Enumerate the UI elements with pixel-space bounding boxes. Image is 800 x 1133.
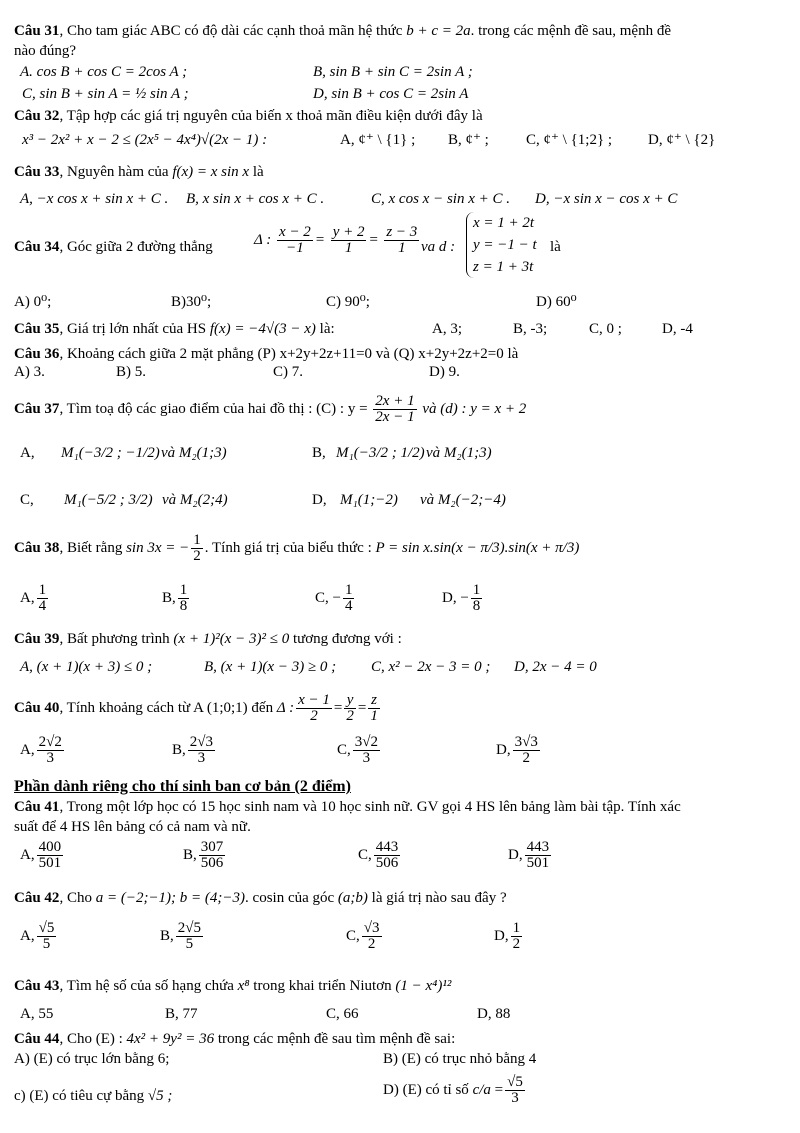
q36-option-d: D) 9. [429,364,460,380]
q34-frac1 [277,225,313,256]
q32-label: Câu 32 [14,108,60,124]
q43-term: x⁸ [237,978,250,994]
q32-text: , Tập hợp các giá trị nguyên của biến x thoả mãn điều kiện dưới đây là [59,108,483,124]
q34-option-b: B)30⁰; [171,294,212,310]
q42-stem [14,889,507,907]
q41-c-num: 443 [375,839,399,855]
q38-option-b [162,583,191,614]
q31-option-a: A. cos B + cos C = 2cos A ; [20,64,188,80]
q38-option-a-frac [37,583,49,614]
q40-b-num: 2√3 [189,734,213,750]
q44-option-d-frac [505,1075,525,1106]
q40-frac3 [368,693,380,724]
q35-tail: là: [315,321,335,337]
q37-option-c: C, [20,492,34,508]
q40-stem: Câu 40, Tính khoảng cách từ A (1;0;1) đến Δ : $\frac{x - 1}{2}$ = $\frac{y}{2}$ = $\frac{z}{1}$ [14,692,378,724]
q40-c-num: 3√2 [354,734,378,750]
q41-option-a-label: A, [20,846,35,863]
q44-text2: trong các mệnh đề sau tìm mệnh đề sai: [214,1031,456,1047]
q34-stem [14,238,213,256]
q44-text: , Cho (E) : [59,1031,127,1047]
q40-frac2-den: 2 [346,708,354,724]
q41-option-a-frac [37,840,64,871]
q35-stem [14,320,335,338]
q41-b-den: 506 [200,855,224,871]
q34-frac2-den: 1 [344,240,353,256]
q41-d-num: 443 [526,839,550,855]
q44-option-d-eq: = [494,1081,504,1098]
q38-option-d-label: D, − [442,589,469,606]
q41-option-b [183,840,227,871]
section-heading: Phần dành riêng cho thí sinh ban cơ bản (2 điểm) [14,778,351,795]
q44-option-d [383,1075,527,1106]
q34-eq2: y = −1 − t [473,237,537,253]
q34-frac1-den: −1 [286,240,304,256]
q42-option-a-frac [37,921,57,952]
q33-option-d: D, −x sin x − cos x + C [535,191,678,207]
q44-option-a: A) (E) có trục lớn bằng 6; [14,1051,170,1067]
q40-frac2-num: y [344,693,356,709]
q31-text3: nào đúng? [14,43,77,59]
q37-text: , Tìm toạ độ các giao điểm của hai đồ thị : (C) : y = [59,400,372,417]
q37-frac-num: 2x + 1 [375,393,415,409]
q36-option-b: B) 5. [116,364,146,380]
q38-cond-frac [191,533,203,564]
q41-c-den: 506 [375,855,399,871]
q38-a-den: 4 [38,598,47,614]
q42-b-num: 2√5 [177,920,201,936]
q37-stem [14,394,526,425]
q41-option-b-frac [199,840,226,871]
q37-option-b: B, [312,445,326,461]
q42-d-num: 1 [512,920,521,936]
q38-option-c-label: C, − [315,589,341,606]
q35-option-d: D, -4 [662,321,693,337]
q43-label: Câu 43 [14,978,60,994]
q38-c-num: 1 [344,582,353,598]
q40-option-d-label: D, [496,741,511,758]
q42-a-den: 5 [42,936,51,952]
q40-frac3-den: 1 [370,708,378,724]
q38-option-b-label: B, [162,589,176,606]
q38-expression: P = sin x.sin(x − π/3).sin(x + π/3) [375,539,580,556]
q41-text: , Trong một lớp học có 15 học sinh nam và 10 học sinh nữ. GV gọi 4 HS lên bảng làm bài tập. Tính xác [59,799,681,815]
q33-label: Câu 33 [14,164,60,180]
q40-frac1 [296,693,332,724]
q37-option-a-m2: và M₂(1;3) [161,445,227,461]
q37-option-d-m1: M₁(1;−2) [340,492,398,508]
q37-option-c-m2: và M₂(2;4) [162,492,228,508]
q41-option-c-frac [374,840,401,871]
q37-option-d: D, [312,492,327,508]
q34-option-d: D) 60⁰ [536,294,577,310]
q37-tail: và (d) : y = x + 2 [418,400,527,417]
q38-cond-den: 2 [193,548,201,564]
q34-eq3: z = 1 + 3t [473,259,534,275]
q40-option-a-frac [37,735,64,766]
q34-text: , Góc giữa 2 đường thẳng [59,239,213,255]
q41-label: Câu 41 [14,799,60,815]
q36-option-a: A) 3. [14,364,45,380]
q32-option-c: C, ¢⁺ \ {1;2} ; [526,132,613,148]
q44-d-den: 3 [511,1090,519,1106]
q40-a-den: 3 [46,750,54,766]
q42-option-d [494,921,524,952]
q33-option-a: A, −x cos x + sin x + C . [20,191,169,207]
q42-option-b [160,921,205,952]
q43-option-c: C, 66 [326,1006,359,1022]
q42-tail: là giá trị nào sau đây ? [367,890,507,906]
q41-stem [14,798,681,816]
q34-delta: Δ : [254,231,272,248]
q44-stem [14,1030,455,1048]
q35-function: f(x) = −4√(3 − x) [209,321,316,337]
q41-option-d-frac [525,840,552,871]
q34-frac2 [331,225,367,256]
q38-d-num: 1 [472,582,481,598]
q35-option-a: A, 3; [432,321,462,337]
q31-text: , Cho tam giác ABC có độ dài các cạnh thoả mãn hệ thức [59,23,407,39]
q42-text2: . cosin của góc [245,890,338,906]
q32-option-a: A, ¢⁺ \ {1} ; [340,132,416,148]
q44-label: Câu 44 [14,1031,60,1047]
q34-frac3-num: z − 3 [386,224,418,240]
q34-system [466,212,537,278]
q34-la: là [550,239,561,255]
q39-option-d: D, 2x − 4 = 0 [514,659,597,675]
q40-option-b-label: B, [172,741,186,758]
q34-frac1-num: x − 2 [279,224,311,240]
q40-option-a-label: A, [20,741,35,758]
q39-stem [14,630,402,648]
q42-option-d-label: D, [494,927,509,944]
q40-delta: Δ : [276,699,295,716]
q44-equation: 4x² + 9y² = 36 [126,1031,215,1047]
q40-d-num: 3√3 [514,734,538,750]
q33-tail: là [249,164,264,180]
q44-option-b: B) (E) có trục nhỏ bằng 4 [383,1051,537,1067]
q41-a-den: 501 [38,855,62,871]
q42-option-d-frac [511,921,523,952]
q31-option-c: C, sin B + sin A = ½ sin A ; [22,86,189,102]
q33-option-c: C, x cos x − sin x + C . [371,191,510,207]
q40-option-b [172,735,217,766]
q40-option-d-frac [513,735,540,766]
q41-option-d-label: D, [508,846,523,863]
q42-a-num: √5 [38,920,55,936]
q44-d-num: √5 [507,1074,523,1090]
q37-option-a: A, [20,445,35,461]
q40-option-c-frac [353,735,380,766]
q37-option-a-m1: M₁(−3/2 ; −1/2) [61,445,160,461]
q41-option-a [20,840,65,871]
q31-option-b: B, sin B + sin C = 2sin A ; [313,64,473,80]
q39-label: Câu 39 [14,631,60,647]
q35-label: Câu 35 [14,321,60,337]
q39-tail: tương đương với : [289,631,402,647]
q35-text: , Giá trị lớn nhất của HS [59,321,210,337]
q34-label: Câu 34 [14,239,60,255]
q40-frac3-num: z [368,693,380,709]
q33-text: , Nguyên hàm của [59,164,173,180]
q40-text: , Tính khoảng cách từ A (1;0;1) đến [59,699,277,716]
q38-label: Câu 38 [14,539,60,556]
q35-option-c: C, 0 ; [589,321,622,337]
q42-vectors: a = (−2;−1); b = (4;−3) [95,890,246,906]
q40-option-d [496,735,542,766]
q42-option-b-frac [176,921,203,952]
q42-label: Câu 42 [14,890,60,906]
q38-option-a-label: A, [20,589,35,606]
q39-option-b: B, (x + 1)(x − 3) ≥ 0 ; [204,659,337,675]
q37-label: Câu 37 [14,400,60,417]
q40-option-a [20,735,66,766]
q37-option-d-m2: và M₂(−2;−4) [420,492,506,508]
q40-option-c [337,735,382,766]
q34-system-brace [466,212,537,278]
q32-inequality: x³ − 2x² + x − 2 ≤ (2x⁵ − 4x⁴)√(2x − 1) : [22,132,268,148]
q36-text: , Khoảng cách giữa 2 mặt phẳng (P) x+2y+2z+11=0 và (Q) x+2y+2z+2=0 là [59,346,519,362]
q44-option-d-ratio: c/a [472,1081,491,1098]
q33-stem [14,163,264,181]
q43-option-d: D, 88 [477,1006,511,1022]
q41-option-c-label: C, [358,846,372,863]
q38-cond: sin 3x = − [126,539,190,556]
q38-c-den: 4 [344,598,353,614]
q37-frac [373,394,416,425]
q42-option-a [20,921,58,952]
q41-d-den: 501 [526,855,550,871]
q31-option-d: D, sin B + cos C = 2sin A [313,86,469,102]
q42-option-b-label: B, [160,927,174,944]
q44-option-d-text: D) (E) có tỉ số [383,1081,473,1098]
q40-frac2 [344,693,356,724]
q44-option-c [14,1087,172,1105]
q31-cond: b + c = 2a [406,23,471,39]
q38-cond-num: 1 [193,532,201,548]
q38-b-den: 8 [179,598,188,614]
q37-frac-den: 2x − 1 [375,409,415,425]
q41-option-c [358,840,402,871]
q44-option-c-text: c) (E) có tiêu cự bằng [14,1088,148,1104]
q38-a-num: 1 [38,582,47,598]
q34-eq1: x = 1 + 2t [473,215,535,231]
q40-option-c-label: C, [337,741,351,758]
q42-d-den: 2 [512,936,521,952]
q40-c-den: 3 [362,750,371,766]
q41-text2: suất để 4 HS lên bảng có cả nam và nữ. [14,819,251,835]
q42-c-den: 2 [367,936,376,952]
q38-d-den: 8 [472,598,481,614]
q39-text: , Bất phương trình [59,631,174,647]
q37-option-b-m1: M₁(−3/2 ; 1/2) [336,445,425,461]
q42-c-num: √3 [363,920,380,936]
q36-option-c: C) 7. [273,364,303,380]
q41-option-b-label: B, [183,846,197,863]
q31-text2: . trong các mệnh đề sau, mệnh đề [470,23,671,39]
q37-option-b-m2: và M₂(1;3) [426,445,492,461]
q43-stem [14,977,451,995]
q42-option-c [346,921,384,952]
q31-stem [14,22,671,40]
q32-option-d: D, ¢⁺ \ {2} [648,132,716,148]
q39-option-a: A, (x + 1)(x + 3) ≤ 0 ; [20,659,153,675]
q40-label: Câu 40 [14,699,60,716]
q34-option-a: A) 0⁰; [14,294,52,310]
q36-stem [14,345,518,363]
q39-option-c: C, x² − 2x − 3 = 0 ; [371,659,491,675]
q33-option-b: B, x sin x + cos x + C . [186,191,325,207]
q40-b-den: 3 [197,750,206,766]
q43-option-b: B, 77 [165,1006,198,1022]
q38-stem [14,533,579,564]
q34-line-delta: Δ : $\frac{x - 2}{-1}$ = $\frac{y + 2}{1}$ = $\frac{z - 3}{1}$ [254,224,418,256]
q39-inequality: (x + 1)²(x − 3)² ≤ 0 [173,631,290,647]
q38-text: , Biết rằng [59,539,127,556]
q32-option-b: B, ¢⁺ ; [448,132,489,148]
q37-option-c-m1: M₁(−5/2 ; 3/2) [64,492,153,508]
q38-option-d-frac [471,583,483,614]
q40-frac1-den: 2 [310,708,318,724]
q38-option-b-frac [178,583,190,614]
q38-option-c [315,583,356,614]
q43-option-a: A, 55 [20,1006,54,1022]
q38-text2: . Tính giá trị của biểu thức : [204,539,376,556]
q35-option-b: B, -3; [513,321,548,337]
q42-text: , Cho [59,890,96,906]
q44-option-c-value: √5 ; [147,1088,173,1104]
q34-va-d: va d : [421,239,456,255]
q34-frac2-num: y + 2 [332,224,365,240]
q34-frac3 [384,225,419,256]
q40-a-num: 2√2 [38,734,62,750]
q38-option-c-frac [343,583,355,614]
q40-option-b-frac [188,735,215,766]
q40-frac1-num: x − 1 [298,692,330,708]
q32-stem [14,107,483,125]
q42-option-c-frac [362,921,382,952]
q41-b-num: 307 [200,839,224,855]
q40-d-den: 2 [522,750,530,766]
q41-option-d [508,840,553,871]
q34-option-c: C) 90⁰; [326,294,370,310]
q33-function: f(x) = x sin x [172,164,250,180]
q42-b-den: 5 [185,936,194,952]
q31-label: Câu 31 [14,23,60,39]
q38-option-a [20,583,50,614]
q34-frac3-den: 1 [398,240,406,256]
q38-option-d [442,583,484,614]
q43-expression: (1 − x⁴)¹² [395,978,452,994]
q36-label: Câu 36 [14,346,60,362]
q43-text: , Tìm hệ số của số hạng chứa [59,978,238,994]
q38-b-num: 1 [179,582,188,598]
q42-angle: (a;b) [337,890,368,906]
q43-text2: trong khai triển Niutơn [249,978,396,994]
q41-a-num: 400 [38,839,62,855]
q42-option-a-label: A, [20,927,35,944]
q42-option-c-label: C, [346,927,360,944]
